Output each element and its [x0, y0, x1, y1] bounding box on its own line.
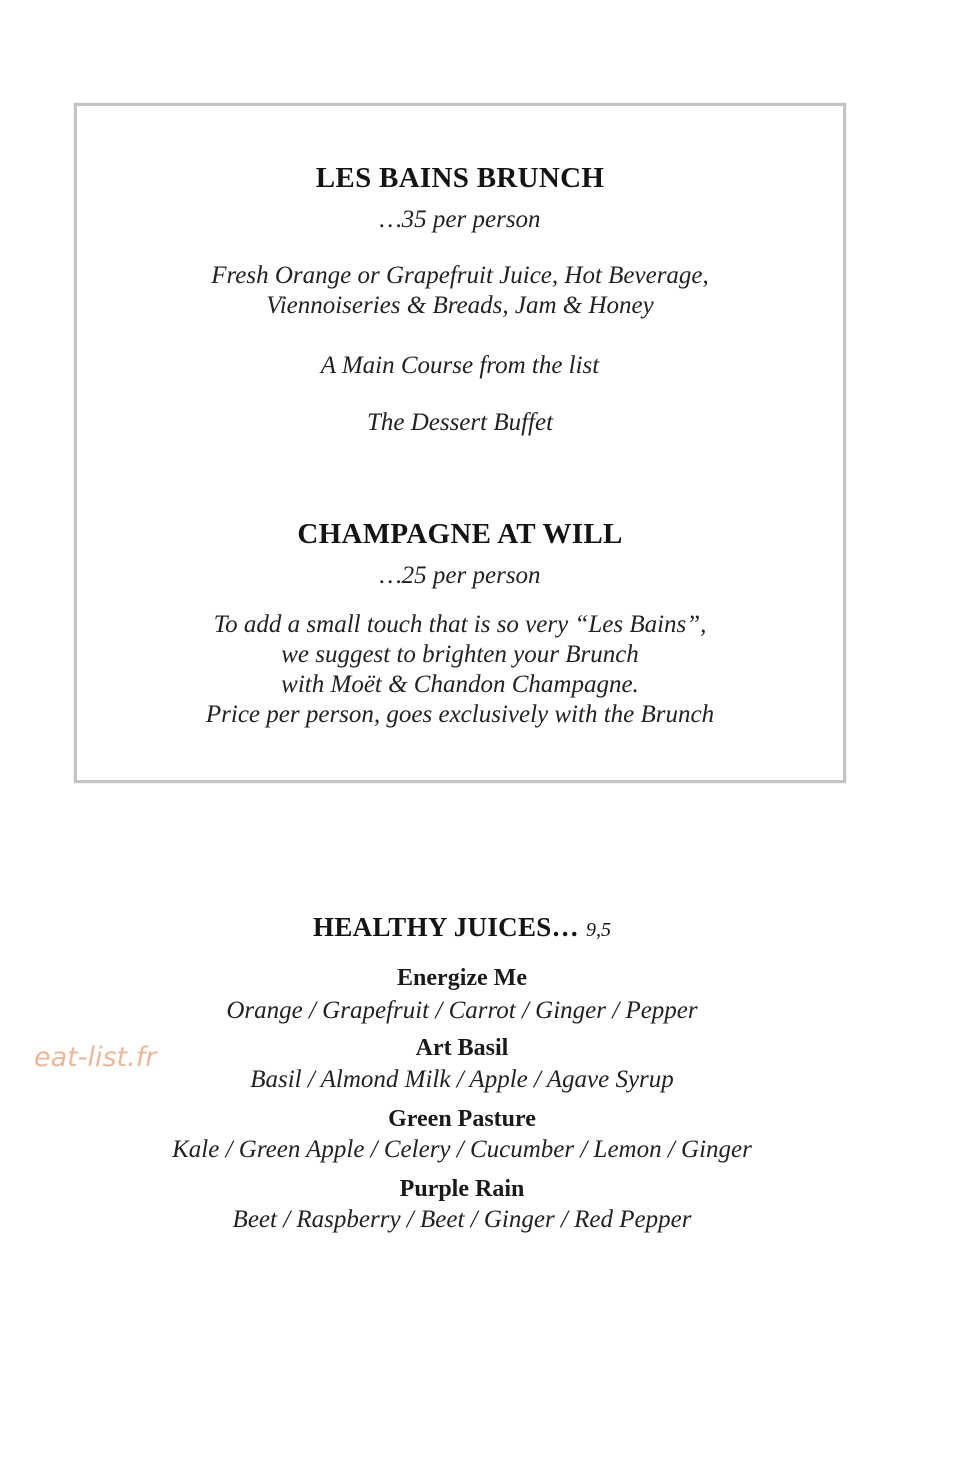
juice-name: Green Pasture	[388, 1106, 536, 1132]
champagne-line-3: with Moët & Chandon Champagne.	[281, 671, 639, 698]
juice-ingredients: Basil / Almond Milk / Apple / Agave Syrup	[250, 1066, 674, 1093]
juices-price: 9,5	[585, 919, 611, 941]
brunch-line-2: Viennoiseries & Breads, Jam & Honey	[266, 292, 654, 319]
brunch-line-1: Fresh Orange or Grapefruit Juice, Hot Beverage,	[211, 262, 709, 289]
juices-title: HEALTHY JUICES…	[313, 912, 579, 942]
juice-ingredients: Kale / Green Apple / Celery / Cucumber / Lemon / Ginger	[172, 1136, 752, 1163]
brunch-title: LES BAINS BRUNCH	[315, 162, 605, 194]
champagne-line-2: we suggest to brighten your Brunch	[281, 641, 639, 668]
brunch-price: …35 per person	[379, 206, 541, 233]
watermark: eat-list.fr	[34, 1042, 157, 1073]
juice-name: Purple Rain	[399, 1176, 525, 1202]
champagne-line-4: Price per person, goes exclusively with the Brunch	[205, 701, 715, 728]
champagne-price: …25 per person	[379, 562, 541, 589]
brunch-dessert: The Dessert Buffet	[366, 409, 554, 436]
brunch-main-course: A Main Course from the list	[320, 352, 600, 379]
juice-ingredients: Orange / Grapefruit / Carrot / Ginger / Pepper	[226, 997, 698, 1024]
brunch-box	[74, 103, 846, 783]
champagne-line-1: To add a small touch that is so very “Les Bains”,	[213, 611, 707, 638]
juice-name: Art Basil	[415, 1035, 509, 1061]
juices-heading	[0, 912, 924, 943]
champagne-title: CHAMPAGNE AT WILL	[297, 518, 623, 550]
juice-ingredients: Beet / Raspberry / Beet / Ginger / Red Pepper	[232, 1206, 692, 1233]
juice-name: Energize Me	[397, 965, 527, 991]
